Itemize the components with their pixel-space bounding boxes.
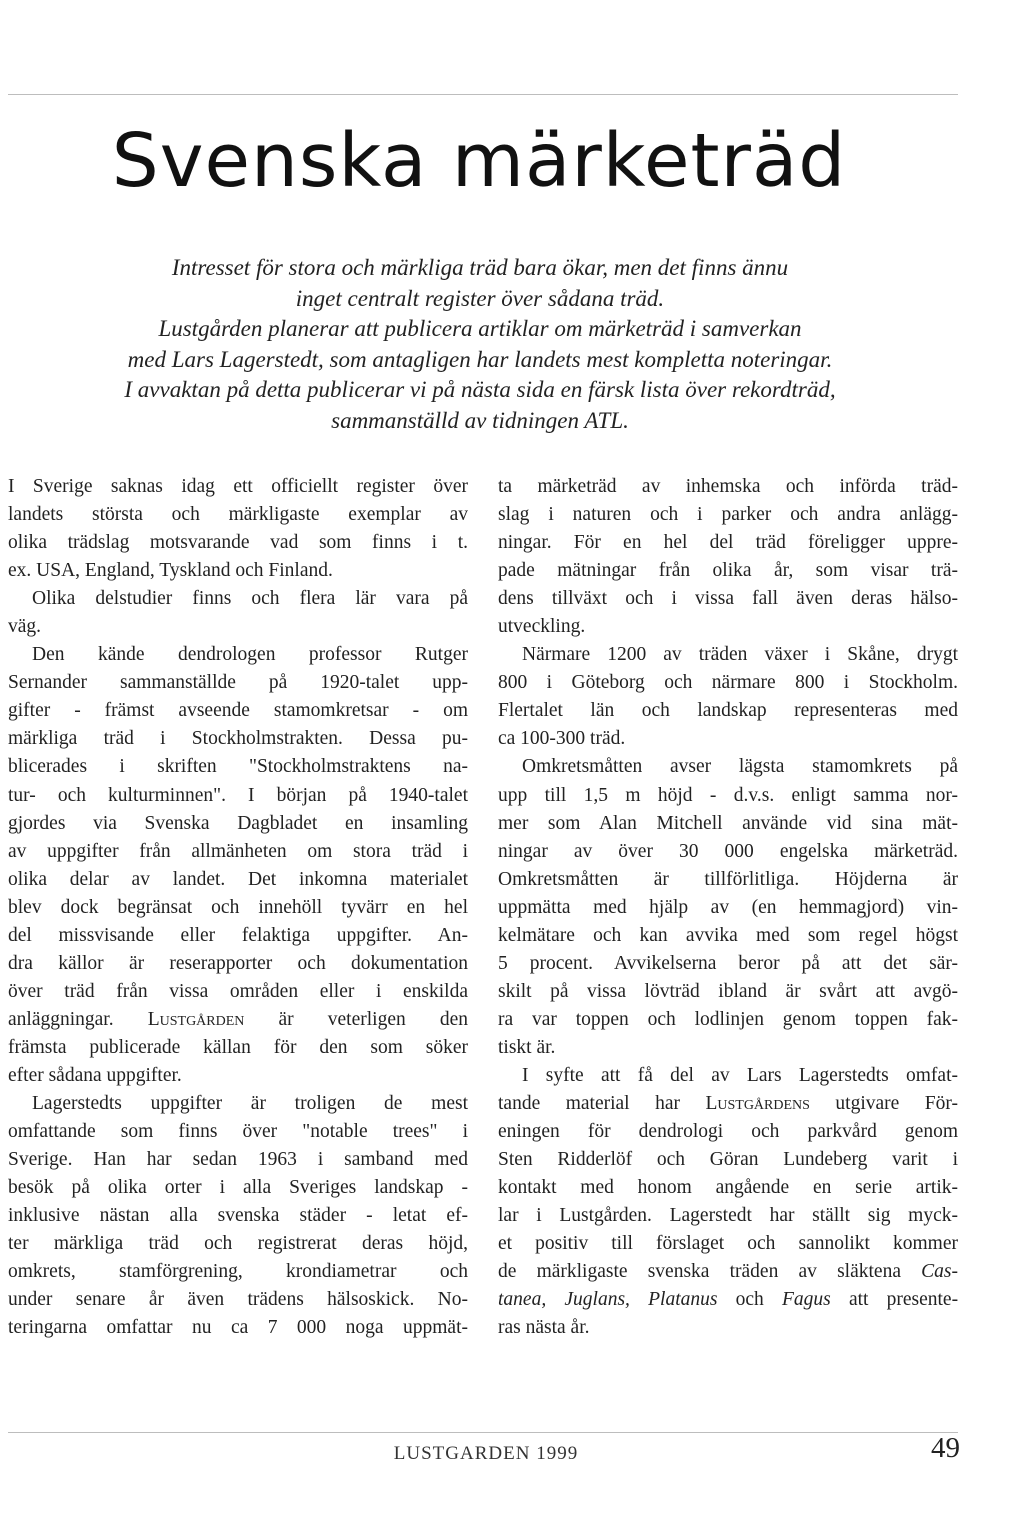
body-line: Den kände dendrologen professor Rutger	[32, 644, 468, 666]
body-line: Sten Ridderlöf och Göran Lundeberg varit i	[498, 1149, 958, 1171]
footer-publication: LUSTGARDEN 1999	[393, 1443, 579, 1464]
intro-line: med Lars Lagerstedt, som antagligen har landets mest kompletta noteringar.	[127, 346, 833, 372]
body-line: besök på olika orter i alla Sveriges landskap -	[8, 1177, 468, 1199]
body-line: Flertalet län och landskap representeras med	[498, 700, 958, 722]
body-line: ningar. För en hel del träd föreligger uppre-	[498, 532, 958, 554]
body-line: I Sverige saknas idag ett officiellt register över	[8, 476, 468, 497]
body-line: pade mätningar från olika år, som visar trä-	[498, 560, 958, 582]
body-line: ta märketräd av inhemska och införda träd-	[498, 476, 958, 497]
body-line: ras nästa år.	[498, 1317, 590, 1339]
body-line: dra källor är reserapporter och dokumentation	[8, 952, 468, 974]
body-line: blev dock begränsat och innehöll tyvärr en hel	[8, 896, 468, 918]
body-segment: utgivare För-	[835, 1093, 958, 1115]
body-line: efter sådana uppgifter.	[8, 1064, 182, 1086]
body-line: Lagerstedts uppgifter är troligen de mest	[32, 1093, 468, 1115]
intro-line: inget centralt register över sådana träd.	[295, 285, 665, 311]
genus-name: Cas-	[921, 1261, 958, 1283]
body-line: Närmare 1200 av träden växer i Skåne, drygt	[522, 644, 958, 666]
body-line: gifter - främst avseende stamomkretsar - om	[8, 700, 468, 722]
body-line: tiskt är.	[498, 1036, 556, 1058]
body-line: tur- och kulturminnen". I början på 1940-talet	[8, 784, 468, 806]
body-line: omfattande som finns över "notable trees" i	[8, 1121, 468, 1143]
body-line: 800 i Göteborg och närmare 800 i Stockholm.	[498, 672, 958, 694]
genus-name: tanea,	[498, 1289, 547, 1311]
body-line: ningar av över 30 000 engelska märketräd.	[498, 840, 958, 862]
genus-name: Platanus	[648, 1289, 718, 1311]
body-line: av uppgifter från allmänheten om stora träd i	[8, 840, 468, 862]
body-line: kelmätare och kan avvika med som regel högst	[498, 924, 958, 946]
body-line	[8, 1006, 468, 1034]
bottom-rule	[8, 1432, 958, 1433]
body-line: upp till 1,5 m höjd - d.v.s. enligt samma nor-	[498, 784, 958, 806]
body-line: Sernander sammanställde på 1920-talet upp-	[8, 672, 468, 694]
body-line: slag i naturen och i parker och andra anlägg-	[498, 504, 958, 526]
body-line: ter märkliga träd och registrerat deras höjd,	[8, 1233, 468, 1255]
intro-line: I avvaktan på detta publicerar vi på nästa sida en färsk lista över rekordträd,	[124, 377, 836, 402]
body-line: landets största och märkligaste exemplar av	[8, 504, 468, 526]
body-line	[498, 1090, 958, 1118]
article-title: Svenska märketräd	[111, 118, 847, 204]
body-line: ra var toppen och lodlinjen genom toppen fak-	[498, 1008, 958, 1030]
body-line: mer som Alan Mitchell använde vid sina mät-	[498, 812, 958, 834]
body-segment: är veterligen den	[278, 1008, 468, 1030]
body-line: Sverige. Han har sedan 1963 i samband med	[8, 1149, 468, 1171]
body-line: del missvisande eller felaktiga uppgifter. An-	[8, 924, 468, 946]
body-line: främsta publicerade källan för den som söker	[8, 1036, 468, 1058]
body-segment: och	[735, 1289, 764, 1311]
body-line: ca 100-300 träd.	[498, 728, 626, 750]
publication-name: Lustgården	[147, 1008, 245, 1030]
body-line: dens tillväxt och i vissa fall även deras hälso-	[498, 588, 958, 610]
body-line: inklusive nästan alla svenska städer - letat ef-	[8, 1205, 468, 1227]
left-column	[8, 473, 468, 1342]
body-line: över träd från vissa områden eller i enskilda	[8, 980, 468, 1002]
body-line: gjordes via Svenska Dagbladet en insamling	[8, 812, 468, 834]
genus-name: Juglans,	[564, 1289, 630, 1311]
body-line: väg.	[8, 616, 42, 638]
body-line	[498, 1286, 958, 1314]
intro-line: Intresset för stora och märkliga träd bara ökar, men det finns ännu	[171, 255, 789, 280]
body-line: I syfte att få del av Lars Lagerstedts omfat-	[522, 1064, 958, 1086]
body-line: märkliga träd i Stockholmstrakten. Dessa pu-	[8, 728, 468, 750]
body-line: blicerades i skriften "Stockholmstraktens na-	[8, 756, 468, 778]
body-line: skilt på vissa lövträd ibland är svårt att avgö-	[498, 980, 958, 1002]
intro-line: Lustgården planerar att publicera artiklar om märketräd i samverkan	[158, 316, 802, 341]
publication-name: Lustgårdens	[705, 1093, 810, 1115]
body-line: et positiv till förslaget och sannolikt kommer	[498, 1233, 958, 1255]
body-line: utveckling.	[498, 616, 586, 638]
body-line: teringarna omfattar nu ca 7 000 noga uppmät-	[8, 1317, 468, 1339]
body-segment: de märkligaste svenska träden av släktena	[498, 1261, 901, 1283]
right-column	[498, 473, 958, 1342]
body-line: kontakt med honom angående en serie artik-	[498, 1177, 958, 1199]
body-line: omkrets, stamförgrening, krondiametrar och	[8, 1261, 468, 1283]
body-segment: att presente-	[848, 1289, 959, 1311]
body-line: lar i Lustgården. Lagerstedt har ställt sig myck-	[498, 1205, 958, 1227]
genus-name: Fagus	[782, 1289, 831, 1311]
body-line: ex. USA, England, Tyskland och Finland.	[8, 560, 333, 582]
body-line: eningen för dendrologi och parkvård genom	[498, 1121, 958, 1143]
body-line: under senare år även trädens hälsoskick. No-	[8, 1289, 468, 1311]
article-intro	[40, 253, 920, 436]
body-line: olika delar av landet. Det inkomna materialet	[8, 868, 468, 890]
body-segment: anläggningar.	[8, 1008, 114, 1030]
top-rule	[8, 94, 958, 95]
page-number: 49	[931, 1432, 960, 1464]
body-line: 5 procent. Avvikelserna beror på att det sär-	[498, 952, 958, 974]
body-line: olika trädslag motsvarande vad som finns i t.	[8, 532, 468, 554]
body-line: Omkretsmåtten är tillförlitliga. Höjderna är	[498, 868, 958, 890]
intro-line: sammanställd av tidningen ATL.	[331, 407, 629, 433]
body-segment: tande material har	[498, 1093, 680, 1115]
body-line: Omkretsmåtten avser lägsta stamomkrets på	[522, 756, 958, 778]
body-line	[498, 1258, 958, 1286]
body-line: uppmätta med hjälp av (en hemmagjord) vin-	[498, 896, 958, 918]
body-line: Olika delstudier finns och flera lär vara på	[32, 588, 468, 610]
